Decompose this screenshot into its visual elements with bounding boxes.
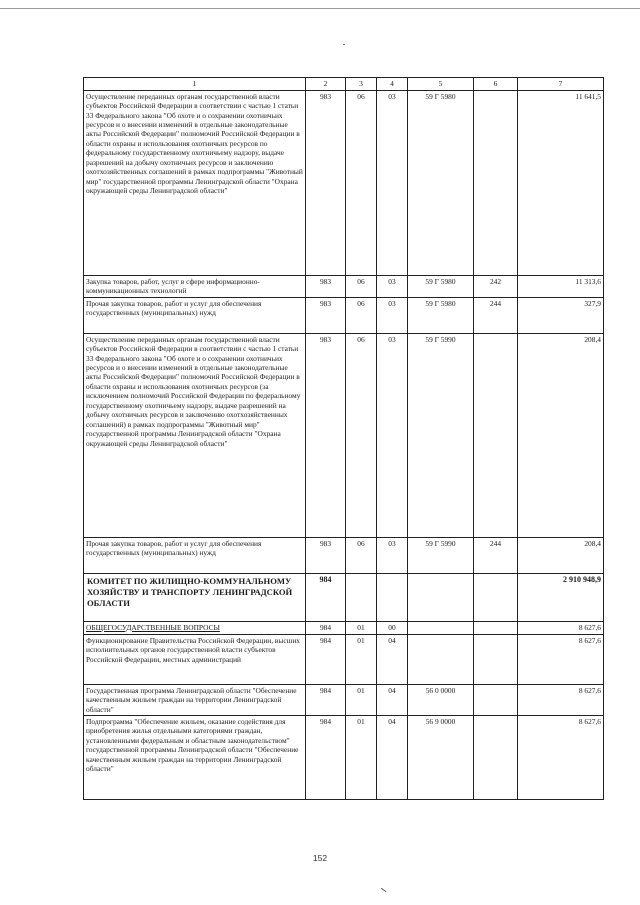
expense-type-code: 244: [474, 297, 518, 333]
table-row: [84, 716, 604, 800]
row-name: Государственная программа Ленинградской области "Обеспечение качественным жильем граждан на территории Ленинградской области": [84, 684, 306, 715]
target-code: 59 Г 5980: [408, 275, 474, 297]
subsection-code: 03: [377, 333, 408, 537]
page-number: 152: [312, 853, 328, 863]
expense-type-code: [474, 333, 518, 537]
ministry-code: 983: [306, 90, 346, 275]
row-name: Осуществление переданных органам государственной власти субъектов Российской Федерации в соответствии с частью 1 статьи 33 Федерального закона "Об охоте и о сохранении охотничьих ресурсов и о внесении изменений в отдельные законодательные акты Российской Федерации" полномочий Российской Федерации в области охраны и использования охотничьих ресурсов (за исключением полномочий Российской Федерации по федеральному государственному охотничьему надзору, выдаче разрешений на добычу охотничьих ресурсов и заключению охотхозяйственных соглашений) в рамках подпрограммы "Животный мир" государственной программы Ленинградской области "Охрана окружающей среды Ленинградской области": [84, 333, 306, 537]
row-name: Осуществление переданных органам государственной власти субъектов Российской Федерации в соответствии с частью 1 статьи 33 Федерального закона "Об охоте и о сохранении охотничьих ресурсов и о внесении изменений в отдельные законодательные акты Российской Федерации" полномочий Российской Федерации в области охраны и использования охотничьих ресурсов по федеральному государственному охотничьему надзору, выдаче разрешений на добычу охотничьих ресурсов и заключению охотхозяйственных соглашений в рамках подпрограммы "Животный мир" государственной программы Ленинградской области "Охрана окружающей среды Ленинградской области": [84, 90, 306, 275]
subsection-code: 03: [377, 537, 408, 573]
scan-speck: [343, 44, 345, 45]
expense-type-code: [474, 634, 518, 684]
target-code: [408, 634, 474, 684]
section-code: 01: [346, 684, 377, 715]
subsection-code: 04: [377, 634, 408, 684]
target-code: 59 Г 5990: [408, 333, 474, 537]
row-name: Прочая закупка товаров, работ и услуг для обеспечения государственных (муниципальных) нужд: [84, 297, 306, 333]
scan-mark: [378, 888, 387, 897]
col-3-header: 3: [346, 78, 377, 91]
table-row-committee: [84, 573, 604, 621]
col-6-header: 6: [474, 78, 518, 91]
ministry-code: 983: [306, 333, 346, 537]
row-name: Закупка товаров, работ, услуг в сфере информационно-коммуникационных технологий: [84, 275, 306, 297]
table-row: [84, 333, 604, 537]
subsection-code: 03: [377, 297, 408, 333]
ministry-code: 984: [306, 684, 346, 715]
table-row: [84, 90, 604, 275]
section-code: 06: [346, 537, 377, 573]
ministry-code: 984: [306, 716, 346, 800]
table-row: [84, 634, 604, 684]
subsection-code: 04: [377, 684, 408, 715]
col-5-header: 5: [408, 78, 474, 91]
expense-type-code: [474, 90, 518, 275]
amount: 2 910 948,9: [518, 573, 604, 621]
amount: 8 627,6: [518, 716, 604, 800]
section-code: 06: [346, 90, 377, 275]
amount: 8 627,6: [518, 621, 604, 634]
section-code: 01: [346, 716, 377, 800]
col-2-header: 2: [306, 78, 346, 91]
expense-type-code: [474, 684, 518, 715]
target-code: 59 Г 5980: [408, 90, 474, 275]
row-name: ОБЩЕГОСУДАРСТВЕННЫЕ ВОПРОСЫ: [84, 621, 306, 634]
table-row: [84, 621, 604, 634]
header-row: [84, 78, 604, 91]
expense-type-code: 242: [474, 275, 518, 297]
budget-table: [83, 77, 604, 800]
amount: 208,4: [518, 333, 604, 537]
table-row: [84, 684, 604, 715]
amount: 208,4: [518, 537, 604, 573]
subsection-code: 03: [377, 275, 408, 297]
table-row: [84, 297, 604, 333]
section-code: 06: [346, 297, 377, 333]
amount: 8 627,6: [518, 634, 604, 684]
target-code: [408, 621, 474, 634]
col-7-header: 7: [518, 78, 604, 91]
section-code: 01: [346, 634, 377, 684]
expense-type-code: [474, 621, 518, 634]
row-name: Прочая закупка товаров, работ и услуг для обеспечения государственных (муниципальных) нужд: [84, 537, 306, 573]
expense-type-code: 244: [474, 537, 518, 573]
ministry-code: 983: [306, 537, 346, 573]
target-code: 59 Г 5980: [408, 297, 474, 333]
expense-type-code: [474, 716, 518, 800]
subsection-code: 03: [377, 90, 408, 275]
col-4-header: 4: [377, 78, 408, 91]
subsection-code: [377, 573, 408, 621]
row-name: Функционирование Правительства Российской Федерации, высших исполнительных органов государственной власти субъектов Российской Федерации, местных администраций: [84, 634, 306, 684]
amount: 327,9: [518, 297, 604, 333]
row-name: Подпрограмма "Обеспечение жильем, оказание содействия для приобретения жилья отдельными категориями граждан, установленными федеральным и областным законодательством" государственной программы Ленинградской области "Обеспечение качественным жильем граждан на территории Ленинградской области": [84, 716, 306, 800]
section-code: 01: [346, 621, 377, 634]
col-1-header: 1: [84, 78, 306, 91]
table-row: [84, 537, 604, 573]
ministry-code: 983: [306, 297, 346, 333]
target-code: 59 Г 5990: [408, 537, 474, 573]
committee-name: КОМИТЕТ ПО ЖИЛИЩНО-КОММУНАЛЬНОМУ ХОЗЯЙСТВУ И ТРАНСПОРТУ ЛЕНИНГРАДСКОЙ ОБЛАСТИ: [84, 573, 306, 621]
subsection-code: 04: [377, 716, 408, 800]
target-code: 56 0 0000: [408, 684, 474, 715]
top-rule: [0, 8, 640, 9]
ministry-code: 983: [306, 275, 346, 297]
ministry-code: 984: [306, 573, 346, 621]
section-code: 06: [346, 333, 377, 537]
table-row: [84, 275, 604, 297]
section-code: 06: [346, 275, 377, 297]
target-code: 56 9 0000: [408, 716, 474, 800]
subsection-code: 00: [377, 621, 408, 634]
expense-type-code: [474, 573, 518, 621]
ministry-code: 984: [306, 621, 346, 634]
amount: 11 641,5: [518, 90, 604, 275]
target-code: [408, 573, 474, 621]
amount: 11 313,6: [518, 275, 604, 297]
section-code: [346, 573, 377, 621]
ministry-code: 984: [306, 634, 346, 684]
amount: 8 627,6: [518, 684, 604, 715]
